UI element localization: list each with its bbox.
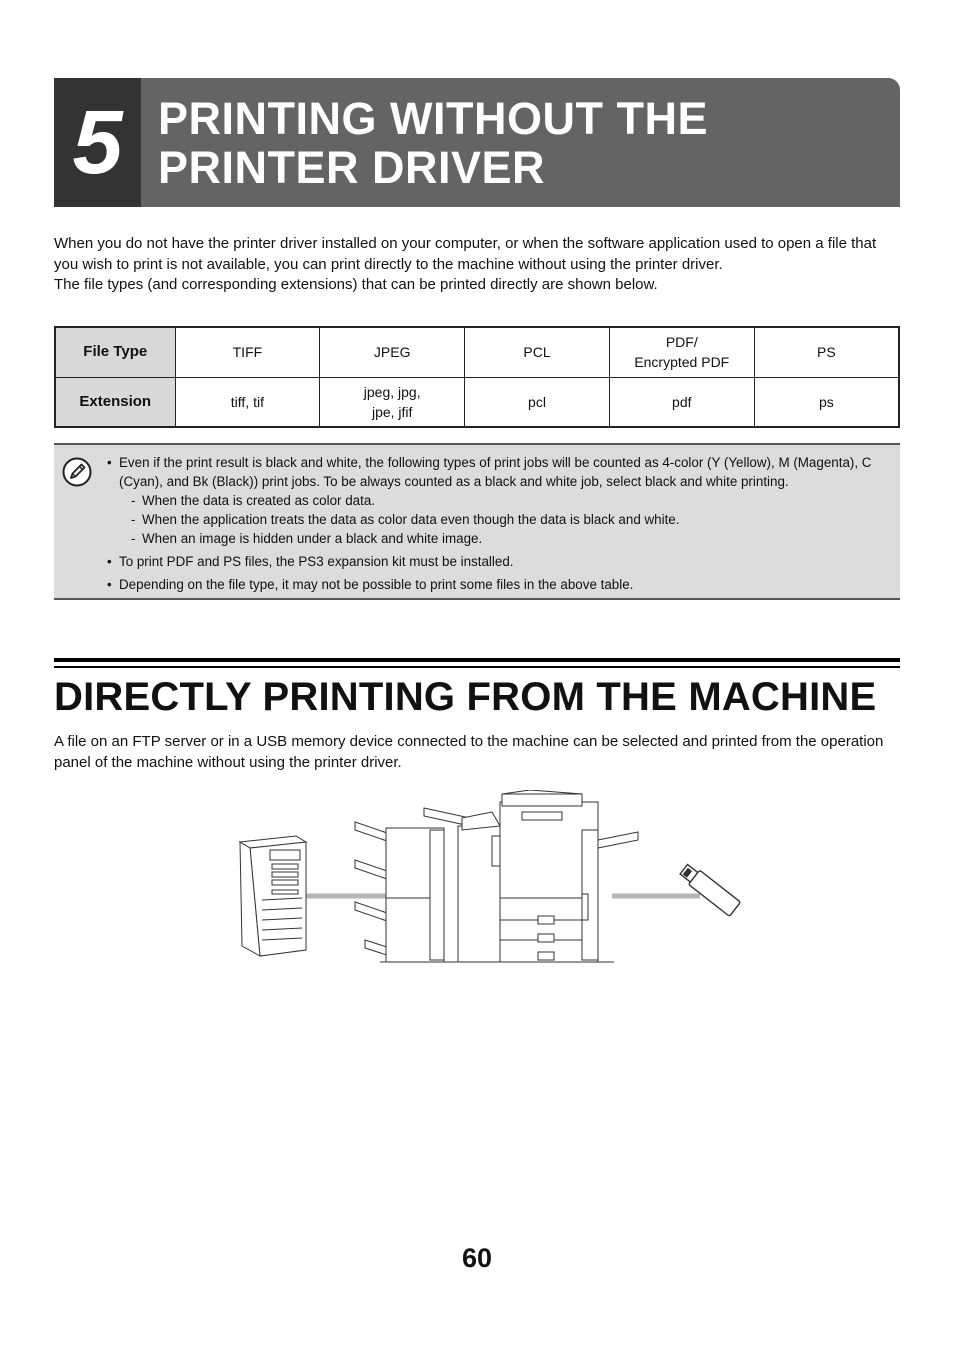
file-type-table bbox=[54, 326, 900, 428]
chapter-banner bbox=[54, 78, 900, 207]
table-cell: jpeg, jpg, jpe, jfif bbox=[320, 377, 465, 427]
note-sub-item: - When the data is created as color data. bbox=[107, 491, 897, 510]
table-cell: tiff, tif bbox=[175, 377, 320, 427]
server-icon bbox=[240, 836, 306, 956]
table-cell: PCL bbox=[465, 327, 610, 377]
note-bullet-2: • To print PDF and PS files, the PS3 expansion kit must be installed. bbox=[107, 552, 897, 571]
section-title: DIRECTLY PRINTING FROM THE MACHINE bbox=[54, 675, 877, 719]
table-cell: ps bbox=[754, 377, 899, 427]
chapter-title: PRINTING WITHOUT THE PRINTER DRIVER bbox=[158, 93, 708, 193]
intro-text bbox=[54, 234, 904, 296]
note-bullet-1: • Even if the print result is black and white, the following types of print jobs will be counted as 4-color (Y (Yellow), M (Magenta), C (Cyan), and Bk (Black)) print jobs. To be always counted as a black and white job, select black and white printing. bbox=[107, 453, 897, 491]
note-sub-item: - When the application treats the data as color data even though the data is black and white. bbox=[107, 510, 897, 529]
table-cell: PS bbox=[754, 327, 899, 377]
table-row-file-type bbox=[55, 327, 899, 377]
chapter-number-box bbox=[54, 78, 141, 207]
note-list bbox=[107, 453, 897, 594]
section-rule-thick bbox=[54, 658, 900, 662]
usb-memory-icon bbox=[678, 862, 740, 916]
section-text: A file on an FTP server or in a USB memory device connected to the machine can be selected and printed from the operation panel of the machine without using the printer driver. bbox=[54, 733, 884, 771]
connection-illustration bbox=[230, 790, 750, 975]
table-cell: TIFF bbox=[175, 327, 320, 377]
pencil-note-icon bbox=[62, 457, 92, 487]
note-box bbox=[54, 443, 900, 600]
table-cell: pdf bbox=[609, 377, 754, 427]
row-header-file-type: File Type bbox=[55, 327, 175, 377]
row-header-extension: Extension bbox=[55, 377, 175, 427]
intro-paragraph-2: The file types (and corresponding extensions) that can be printed directly are shown below. bbox=[54, 276, 658, 293]
table-cell: JPEG bbox=[320, 327, 465, 377]
note-sub-item: - When an image is hidden under a black and white image. bbox=[107, 529, 897, 548]
table-cell: PDF/ Encrypted PDF bbox=[609, 327, 754, 377]
table-row-extension bbox=[55, 377, 899, 427]
page-number: 60 bbox=[461, 1243, 493, 1273]
intro-paragraph-1: When you do not have the printer driver installed on your computer, or when the software application used to open a file that you wish to print is not available, you can print directly to the machine without using the printer driver. bbox=[54, 235, 877, 273]
printer-machine-icon bbox=[355, 790, 638, 962]
table-cell: pcl bbox=[465, 377, 610, 427]
chapter-number: 5 bbox=[72, 92, 123, 193]
section-rule-thin bbox=[54, 666, 900, 668]
note-bullet-3: • Depending on the file type, it may not be possible to print some files in the above table. bbox=[107, 575, 897, 594]
